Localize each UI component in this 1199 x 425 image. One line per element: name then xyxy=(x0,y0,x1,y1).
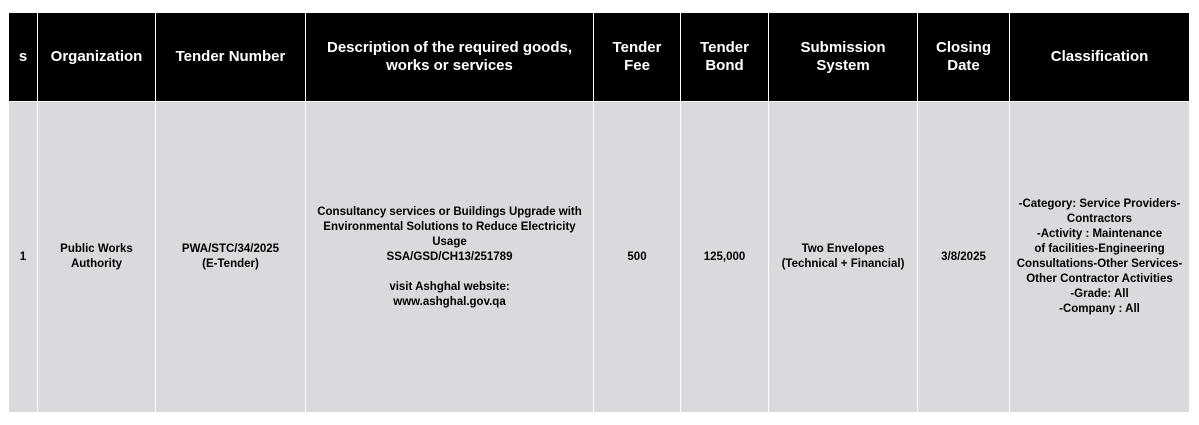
header-tender-fee: Tender Fee xyxy=(594,13,681,102)
classification-line: Consultations-Other Services- xyxy=(1016,258,1183,270)
classification-line: -Company : All xyxy=(1059,303,1140,315)
table-row xyxy=(9,102,1190,413)
classification-line: -Category: Service Providers- xyxy=(1018,198,1181,210)
cell-tender-bond: 125,000 xyxy=(681,102,769,413)
description-line: Usage xyxy=(432,235,467,248)
header-s: s xyxy=(9,13,38,102)
cell-s: 1 xyxy=(9,102,38,413)
tender-table xyxy=(8,12,1190,413)
cell-organization: Public Works Authority xyxy=(38,102,156,413)
cell-tender-number: PWA/STC/34/2025 (E-Tender) xyxy=(156,102,306,413)
cell-tender-fee: 500 xyxy=(594,102,681,413)
description-line: Consultancy services or Buildings Upgrade with xyxy=(317,205,582,218)
classification-line: Contractors xyxy=(1066,213,1133,225)
description-line: visit Ashghal website: xyxy=(389,280,510,293)
website-link[interactable]: www.ashghal.gov.qa xyxy=(393,295,506,308)
header-closing-date: Closing Date xyxy=(918,13,1010,102)
header-description-line: Description of the required goods, xyxy=(326,39,573,56)
header-tender-number: Tender Number xyxy=(156,13,306,102)
header-organization: Organization xyxy=(38,13,156,102)
table-header-row xyxy=(9,13,1190,102)
header-submission-system: Submission System xyxy=(769,13,918,102)
description-line: Environmental Solutions to Reduce Electricity xyxy=(323,220,576,233)
cell-description xyxy=(306,102,594,413)
classification-line: -Activity : Maintenance xyxy=(1036,228,1163,240)
description-line: SSA/GSD/CH13/251789 xyxy=(386,250,513,263)
cell-closing-date: 3/8/2025 xyxy=(918,102,1010,413)
cell-submission-system: Two Envelopes (Technical + Financial) xyxy=(769,102,918,413)
header-description-line: works or services xyxy=(386,57,513,74)
classification-line: Other Contractor Activities xyxy=(1026,273,1173,285)
cell-classification xyxy=(1010,102,1190,413)
header-description xyxy=(306,13,594,102)
classification-line: -Grade: All xyxy=(1070,288,1129,300)
header-tender-bond: Tender Bond xyxy=(681,13,769,102)
classification-line: of facilities-Engineering xyxy=(1034,243,1165,255)
header-classification: Classification xyxy=(1010,13,1190,102)
